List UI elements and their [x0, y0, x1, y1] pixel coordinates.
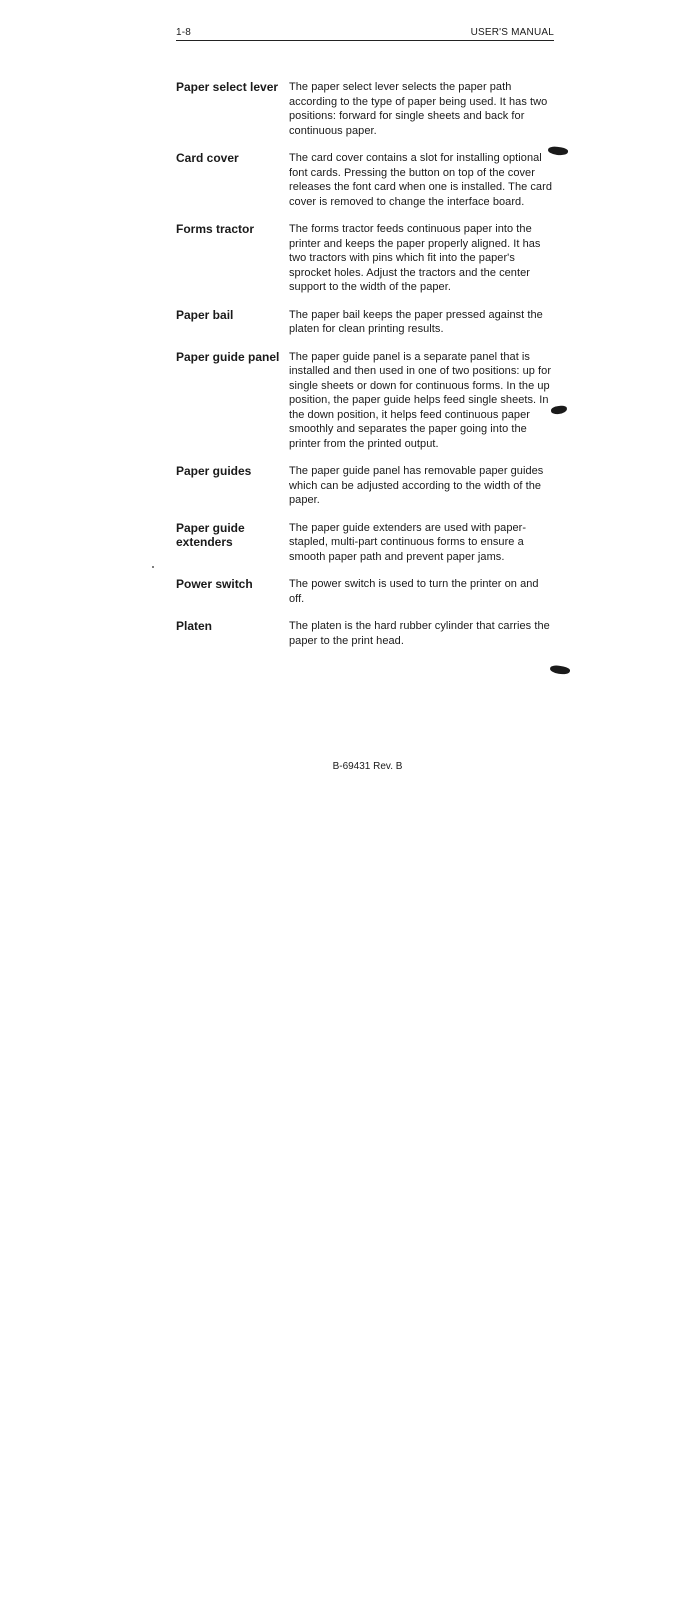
- glossary-entry-paper-bail: [176, 308, 576, 337]
- entry-description: The forms tractor feeds continuous paper into the printer and keeps the paper properly aligned. It has two tractors with pins which fit into the paper's sprocket holes. Adjust the tractors and the center support to the width of the paper.: [289, 223, 541, 293]
- glossary-entry-paper-guides: [176, 464, 576, 508]
- glossary-list: [176, 80, 576, 661]
- glossary-entry-card-cover: [176, 151, 576, 209]
- ink-blot-mark: [549, 664, 570, 675]
- entry-description: The paper guide panel is a separate panel that is installed and then used in one of two positions: up for single sheets or down for continuous forms. In the up position, the paper guide helps feed single sheets. In the down position, it helps feed continuous paper smoothly and separates the paper going into the printer from the printed output.: [289, 350, 552, 450]
- entry-description: The paper bail keeps the paper pressed against the platen for clean printing results.: [289, 308, 543, 335]
- glossary-entry-power-switch: [176, 577, 576, 606]
- document-code: B-69431 Rev. B: [332, 761, 403, 772]
- entry-description: The platen is the hard rubber cylinder that carries the paper to the print head.: [289, 620, 550, 647]
- entry-description: The paper guide extenders are used with paper-stapled, multi-part continuous forms to ensure a smooth paper path and prevent paper jams.: [289, 521, 527, 563]
- scan-speck: [152, 566, 154, 568]
- entry-description: The paper select lever selects the paper path according to the type of paper being used. It has two positions: forward for single sheets and back for continuous paper.: [289, 81, 548, 137]
- manual-title: USER'S MANUAL: [470, 27, 554, 38]
- entry-term: Paper select lever: [176, 80, 279, 94]
- glossary-entry-forms-tractor: [176, 222, 576, 295]
- entry-term: Paper guide extenders: [176, 520, 245, 549]
- glossary-entry-paper-guide-panel: [176, 350, 576, 452]
- entry-description: The card cover contains a slot for installing optional font cards. Pressing the button on top of the cover releases the font card when one is installed. The card cover is removed to change the interface board.: [289, 152, 552, 208]
- entry-term: Paper guide panel: [176, 349, 280, 364]
- entry-term: Forms tractor: [176, 222, 255, 236]
- entry-term: Paper guides: [176, 464, 252, 478]
- entry-description: The power switch is used to turn the printer on and off.: [289, 578, 539, 605]
- entry-description: The paper guide panel has removable paper guides which can be adjusted according to the width of the paper.: [289, 465, 544, 506]
- entry-term: Power switch: [176, 577, 253, 591]
- glossary-entry-paper-select-lever: [176, 80, 576, 138]
- page-number: 1-8: [176, 27, 192, 38]
- page-footer: [0, 761, 683, 773]
- page-header: [176, 26, 554, 41]
- entry-term: Paper bail: [176, 307, 234, 322]
- glossary-entry-paper-guide-extenders: [176, 521, 576, 565]
- entry-term: Platen: [176, 619, 213, 633]
- entry-term: Card cover: [176, 151, 239, 165]
- glossary-entry-platen: [176, 619, 576, 648]
